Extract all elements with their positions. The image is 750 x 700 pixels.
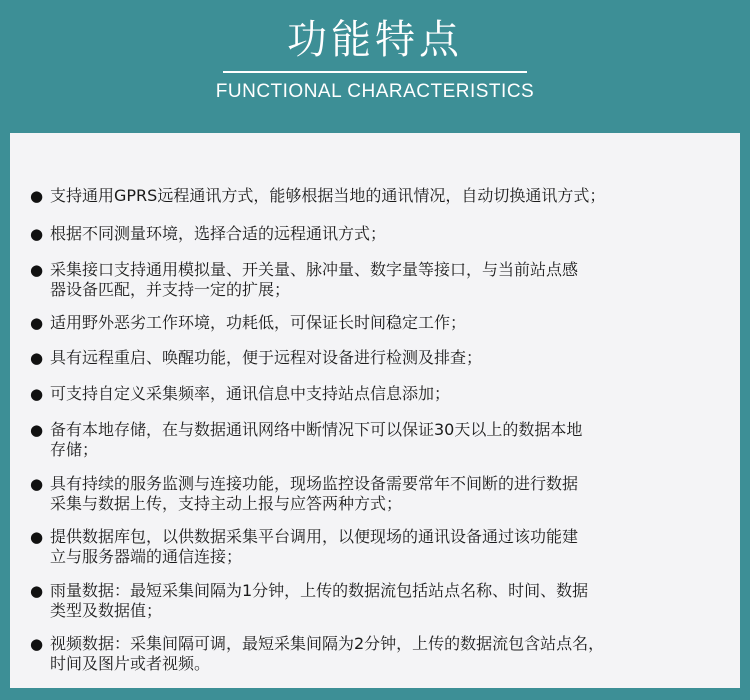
feature-text: 具有持续的服务监测与连接功能，现场监控设备需要常年不间断的进行数据 采集与数据上传，支持主动上报与应答两种方式； (50, 474, 579, 513)
feature-item (30, 313, 720, 333)
feature-item (30, 224, 720, 244)
bullet-icon: ● (30, 187, 44, 205)
feature-item (30, 186, 720, 206)
header-banner (0, 0, 750, 133)
feature-text: 采集接口支持通用模拟量、开关量、脉冲量、数字量等接口，与当前站点感 器设备匹配，并支持一定的扩展； (50, 260, 579, 299)
bullet-icon: ● (30, 475, 44, 493)
page-title: 功能特点 (287, 17, 463, 63)
feature-item (30, 348, 720, 368)
feature-text: 视频数据：采集间隔可调，最短采集间隔为2分钟，上传的数据流包含站点名， 时间及图片或者视频。 (50, 634, 605, 673)
feature-item (30, 384, 720, 404)
bullet-icon: ● (30, 528, 44, 546)
feature-text: 备有本地存储，在与数据通讯网络中断情况下可以保证30天以上的数据本地 存储； (50, 420, 583, 459)
bullet-icon: ● (30, 314, 44, 332)
feature-text: 根据不同测量环境，选择合适的远程通讯方式； (50, 224, 387, 243)
feature-text: 雨量数据：最短采集间隔为1分钟，上传的数据流包括站点名称、时间、数据 类型及数据值； (50, 581, 589, 620)
bullet-icon: ● (30, 261, 44, 279)
feature-item (30, 420, 720, 460)
feature-text: 具有远程重启、唤醒功能，便于远程对设备进行检测及排查； (50, 348, 483, 367)
features-panel (10, 133, 740, 688)
feature-item (30, 527, 720, 567)
page-subtitle: FUNCTIONAL CHARACTERISTICS (215, 81, 535, 102)
title-divider (223, 71, 527, 73)
feature-item (30, 634, 720, 674)
feature-item (30, 474, 720, 514)
feature-text: 适用野外恶劣工作环境，功耗低，可保证长时间稳定工作； (50, 313, 467, 332)
feature-text: 提供数据库包，以供数据采集平台调用，以便现场的通讯设备通过该功能建 立与服务器端的通信连接； (50, 527, 579, 566)
bullet-icon: ● (30, 421, 44, 439)
bullet-icon: ● (30, 385, 44, 403)
bullet-icon: ● (30, 225, 44, 243)
feature-item (30, 260, 720, 300)
feature-item (30, 581, 720, 621)
feature-text: 可支持自定义采集频率，通讯信息中支持站点信息添加； (50, 384, 451, 403)
bullet-icon: ● (30, 582, 44, 600)
bullet-icon: ● (30, 635, 44, 653)
feature-text: 支持通用GPRS远程通讯方式，能够根据当地的通讯情况，自动切换通讯方式； (50, 186, 606, 205)
bullet-icon: ● (30, 349, 44, 367)
